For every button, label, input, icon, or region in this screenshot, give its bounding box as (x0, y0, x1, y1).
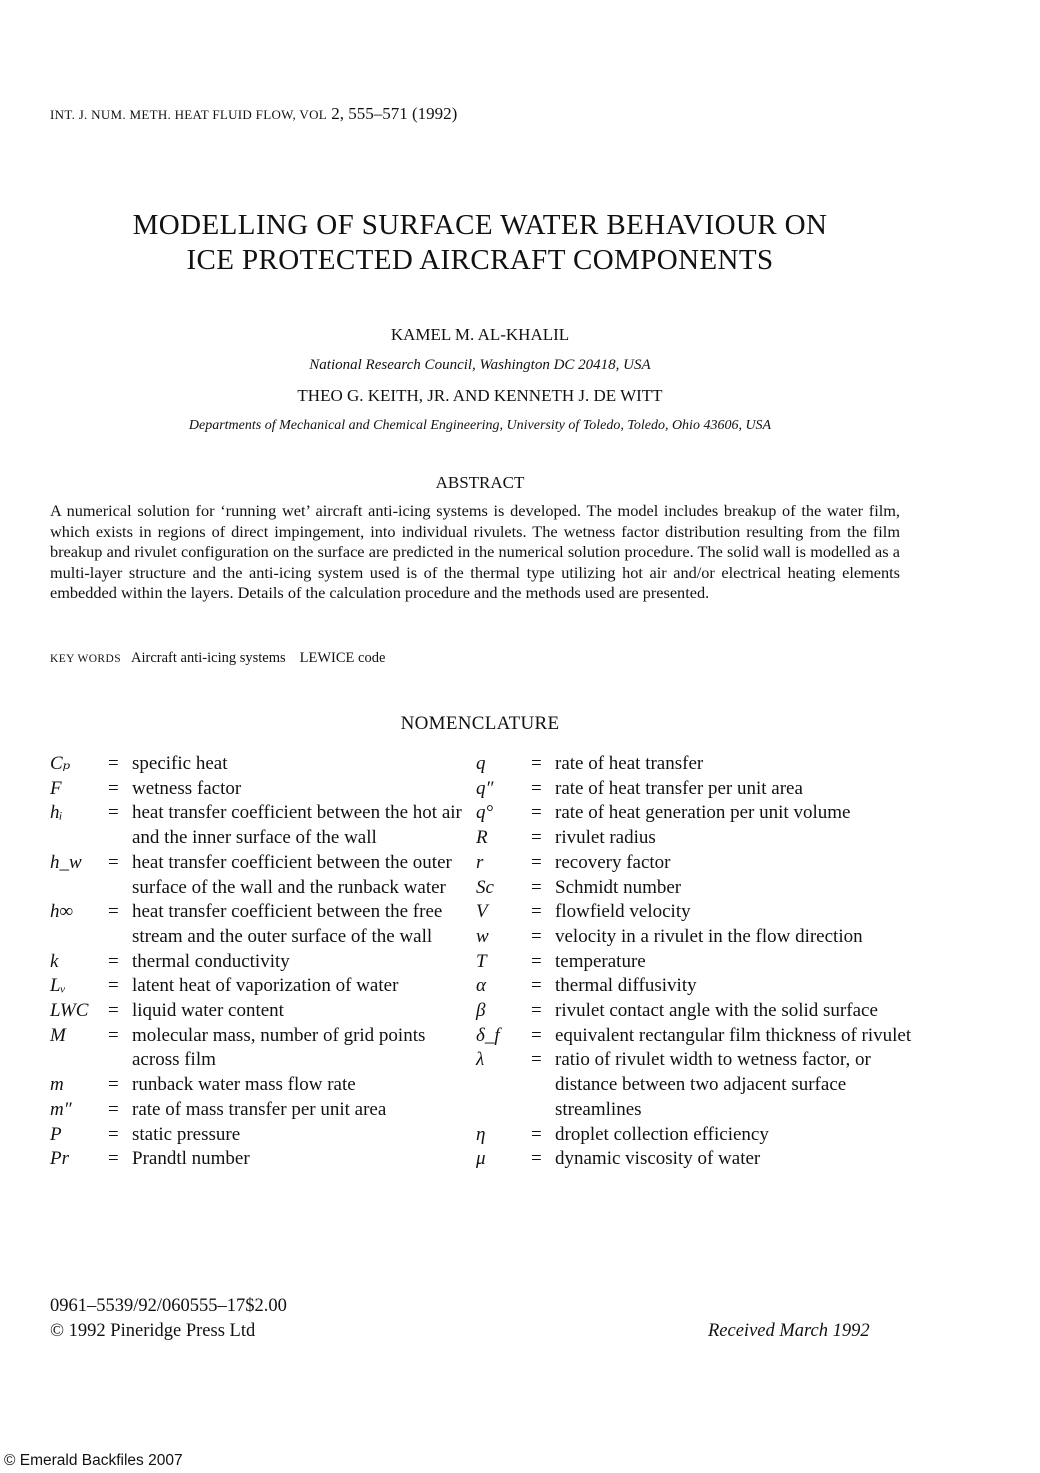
equals-sign: = (531, 827, 542, 849)
nomenclature-entry (50, 752, 470, 777)
title-line-2: ICE PROTECTED AIRCRAFT COMPONENTS (186, 244, 774, 276)
nomenclature-symbol: β (476, 1000, 486, 1022)
nomenclature-entry (50, 1123, 470, 1148)
nomenclature-symbol: hᵢ (50, 802, 63, 824)
nomenclature-definition: ratio of rivulet width to wetness factor, or distance between two adjacent surface streamlines (555, 1049, 871, 1120)
nomenclature-right-column (476, 752, 916, 1172)
equals-sign: = (531, 802, 542, 824)
nomenclature-definition: equivalent rectangular film thickness of rivulet (555, 1024, 912, 1046)
equals-sign: = (531, 777, 542, 799)
journal-citation (50, 104, 457, 124)
nomenclature-definition: thermal conductivity (132, 950, 290, 972)
nomenclature-symbol: α (476, 975, 486, 997)
equals-sign: = (531, 975, 542, 997)
nomenclature-symbol: δ_f (476, 1024, 500, 1046)
nomenclature-entry (476, 826, 916, 851)
nomenclature-entry (476, 900, 916, 925)
equals-sign: = (531, 876, 542, 898)
affiliation-2: Departments of Mechanical and Chemical Engineering, University of Toledo, Toledo, Ohio 43606, USA (188, 418, 772, 433)
nomenclature-definition: runback water mass flow rate (132, 1074, 356, 1096)
nomenclature-entry (476, 999, 916, 1024)
nomenclature-entry (476, 974, 916, 999)
nomenclature-definition: rate of heat generation per unit volume (555, 802, 851, 824)
nomenclature-definition: Schmidt number (555, 876, 682, 898)
nomenclature-symbol: η (476, 1123, 486, 1145)
nomenclature-symbol: w (476, 925, 489, 947)
nomenclature-symbol: V (476, 901, 488, 923)
author-1: KAMEL M. AL-KHALIL (390, 325, 570, 344)
equals-sign: = (108, 777, 119, 799)
nomenclature-symbol: Lᵥ (50, 975, 66, 997)
nomenclature-definition: heat transfer coefficient between the free stream and the outer surface of the wall (132, 901, 443, 947)
nomenclature-definition: specific heat (132, 753, 228, 774)
keywords (50, 650, 385, 667)
nomenclature-definition: dynamic viscosity of water (555, 1148, 761, 1170)
nomenclature-entry (50, 1098, 470, 1123)
equals-sign: = (108, 975, 119, 997)
paper-title (30, 208, 930, 278)
nomenclature-entry (50, 999, 470, 1024)
nomenclature-definition: liquid water content (132, 1000, 284, 1022)
keyword-item: LEWICE code (299, 650, 386, 666)
equals-sign: = (108, 950, 119, 972)
nomenclature-definition: wetness factor (132, 777, 242, 799)
nomenclature-definition: static pressure (132, 1123, 241, 1145)
equals-sign: = (108, 753, 119, 774)
nomenclature-symbol: q″ (476, 777, 494, 799)
equals-sign: = (531, 1024, 542, 1046)
nomenclature-entry (50, 851, 470, 900)
nomenclature-entry (50, 777, 470, 802)
nomenclature-definition: rate of heat transfer (555, 753, 704, 774)
nomenclature-entry (476, 1147, 916, 1172)
nomenclature-left-column (50, 752, 470, 1172)
nomenclature-definition: Prandtl number (132, 1148, 250, 1170)
nomenclature-symbol: F (50, 777, 62, 799)
nomenclature-entry (50, 801, 470, 850)
nomenclature-symbol: M (50, 1024, 66, 1046)
nomenclature-entry (50, 1147, 470, 1172)
nomenclature-symbol: r (476, 851, 484, 873)
nomenclature-symbol: T (476, 950, 487, 972)
equals-sign: = (108, 1123, 119, 1145)
nomenclature-symbol: λ (476, 1049, 485, 1071)
equals-sign: = (531, 901, 542, 923)
equals-sign: = (108, 901, 119, 923)
nomenclature-symbol: LWC (50, 1000, 89, 1022)
nomenclature-symbol: μ (476, 1148, 486, 1170)
equals-sign: = (531, 1148, 542, 1170)
nomenclature-symbol: R (476, 827, 488, 849)
equals-sign: = (531, 851, 542, 873)
nomenclature-definition: molecular mass, number of grid points across film (132, 1024, 426, 1071)
nomenclature-entry (50, 900, 470, 949)
author-2: THEO G. KEITH, JR. AND KENNETH J. DE WITT (297, 386, 663, 405)
nomenclature-entry (50, 950, 470, 975)
equals-sign: = (108, 1098, 119, 1120)
nomenclature-entry (476, 851, 916, 876)
equals-sign: = (531, 1000, 542, 1022)
nomenclature-definition: thermal diffusivity (555, 975, 697, 997)
equals-sign: = (531, 1049, 542, 1071)
nomenclature-entry (476, 1123, 916, 1148)
nomenclature-symbol: h_w (50, 851, 82, 873)
abstract-heading: ABSTRACT (435, 473, 525, 492)
equals-sign: = (531, 753, 542, 774)
equals-sign: = (108, 1148, 119, 1170)
nomenclature-entry (50, 974, 470, 999)
copyright: © 1992 Pineridge Press Ltd (50, 1321, 256, 1341)
nomenclature-definition: rivulet contact angle with the solid surface (555, 1000, 878, 1022)
equals-sign: = (108, 1024, 119, 1046)
nomenclature-definition: latent heat of vaporization of water (132, 975, 399, 997)
nomenclature-entry (476, 925, 916, 950)
nomenclature-entry (50, 1024, 470, 1073)
journal-name: INT. J. NUM. METH. HEAT FLUID FLOW, VOL (50, 107, 327, 122)
equals-sign: = (531, 1123, 542, 1145)
equals-sign: = (108, 802, 119, 824)
equals-sign: = (108, 851, 119, 873)
nomenclature-symbol: Cₚ (50, 753, 71, 774)
nomenclature-entry (476, 801, 916, 826)
nomenclature-entry (50, 1073, 470, 1098)
received-date: Received March 1992 (708, 1321, 870, 1341)
nomenclature-definition: rivulet radius (555, 827, 656, 849)
nomenclature-definition: droplet collection efficiency (555, 1123, 769, 1145)
nomenclature-entry (476, 752, 916, 777)
nomenclature-definition: velocity in a rivulet in the flow direction (555, 925, 863, 947)
equals-sign: = (108, 1074, 119, 1096)
abstract-body: A numerical solution for ‘running wet’ aircraft anti-icing systems is developed. The model includes breakup of the water film, which exists in regions of direct impingement, into individual rivulets. The wetness factor distribution resulting from the film breakup and rivulet configuration on the surface are predicted in the numerical solution procedure. The solid wall is modelled as a multi-layer structure and the anti-icing system used is of the thermal type utilizing hot air and/or electrical heating elements embedded within the layers. Details of the calculation procedure and the methods used are presented. (50, 501, 900, 603)
nomenclature-entry (476, 876, 916, 901)
title-line-1: MODELLING OF SURFACE WATER BEHAVIOUR ON (132, 209, 828, 241)
nomenclature-symbol: Pr (50, 1148, 69, 1170)
equals-sign: = (531, 925, 542, 947)
nomenclature-entry (476, 777, 916, 802)
nomenclature-definition: recovery factor (555, 851, 671, 873)
nomenclature-symbol: P (50, 1123, 62, 1145)
nomenclature-entry (476, 1048, 916, 1122)
nomenclature-heading: NOMENCLATURE (400, 713, 560, 734)
nomenclature-definition: rate of mass transfer per unit area (132, 1098, 387, 1120)
nomenclature-definition: heat transfer coefficient between the hot air and the inner surface of the wall (132, 802, 462, 849)
nomenclature-symbol: q° (476, 802, 494, 824)
nomenclature-symbol: q (476, 753, 486, 774)
nomenclature-definition: temperature (555, 950, 646, 972)
keyword-item: Aircraft anti-icing systems (131, 650, 286, 666)
nomenclature-entry (476, 950, 916, 975)
nomenclature-symbol: h∞ (50, 901, 74, 923)
affiliation-1: National Research Council, Washington DC 20418, USA (309, 357, 651, 373)
nomenclature-symbol: m″ (50, 1098, 72, 1120)
nomenclature-entry (476, 1024, 916, 1049)
journal-volume-pages: 2, 555–571 (1992) (331, 104, 458, 123)
keywords-label: KEY WORDS (50, 653, 122, 665)
nomenclature-definition: rate of heat transfer per unit area (555, 777, 803, 799)
nomenclature-definition: flowfield velocity (555, 901, 691, 923)
nomenclature-symbol: m (50, 1074, 64, 1096)
nomenclature-symbol: k (50, 950, 59, 972)
nomenclature-symbol: Sc (476, 876, 494, 898)
equals-sign: = (108, 1000, 119, 1022)
article-code: 0961–5539/92/060555–17$2.00 (50, 1296, 287, 1316)
archive-watermark: © Emerald Backfiles 2007 (4, 1452, 183, 1469)
equals-sign: = (531, 950, 542, 972)
nomenclature-definition: heat transfer coefficient between the outer surface of the wall and the runback water (132, 851, 452, 898)
